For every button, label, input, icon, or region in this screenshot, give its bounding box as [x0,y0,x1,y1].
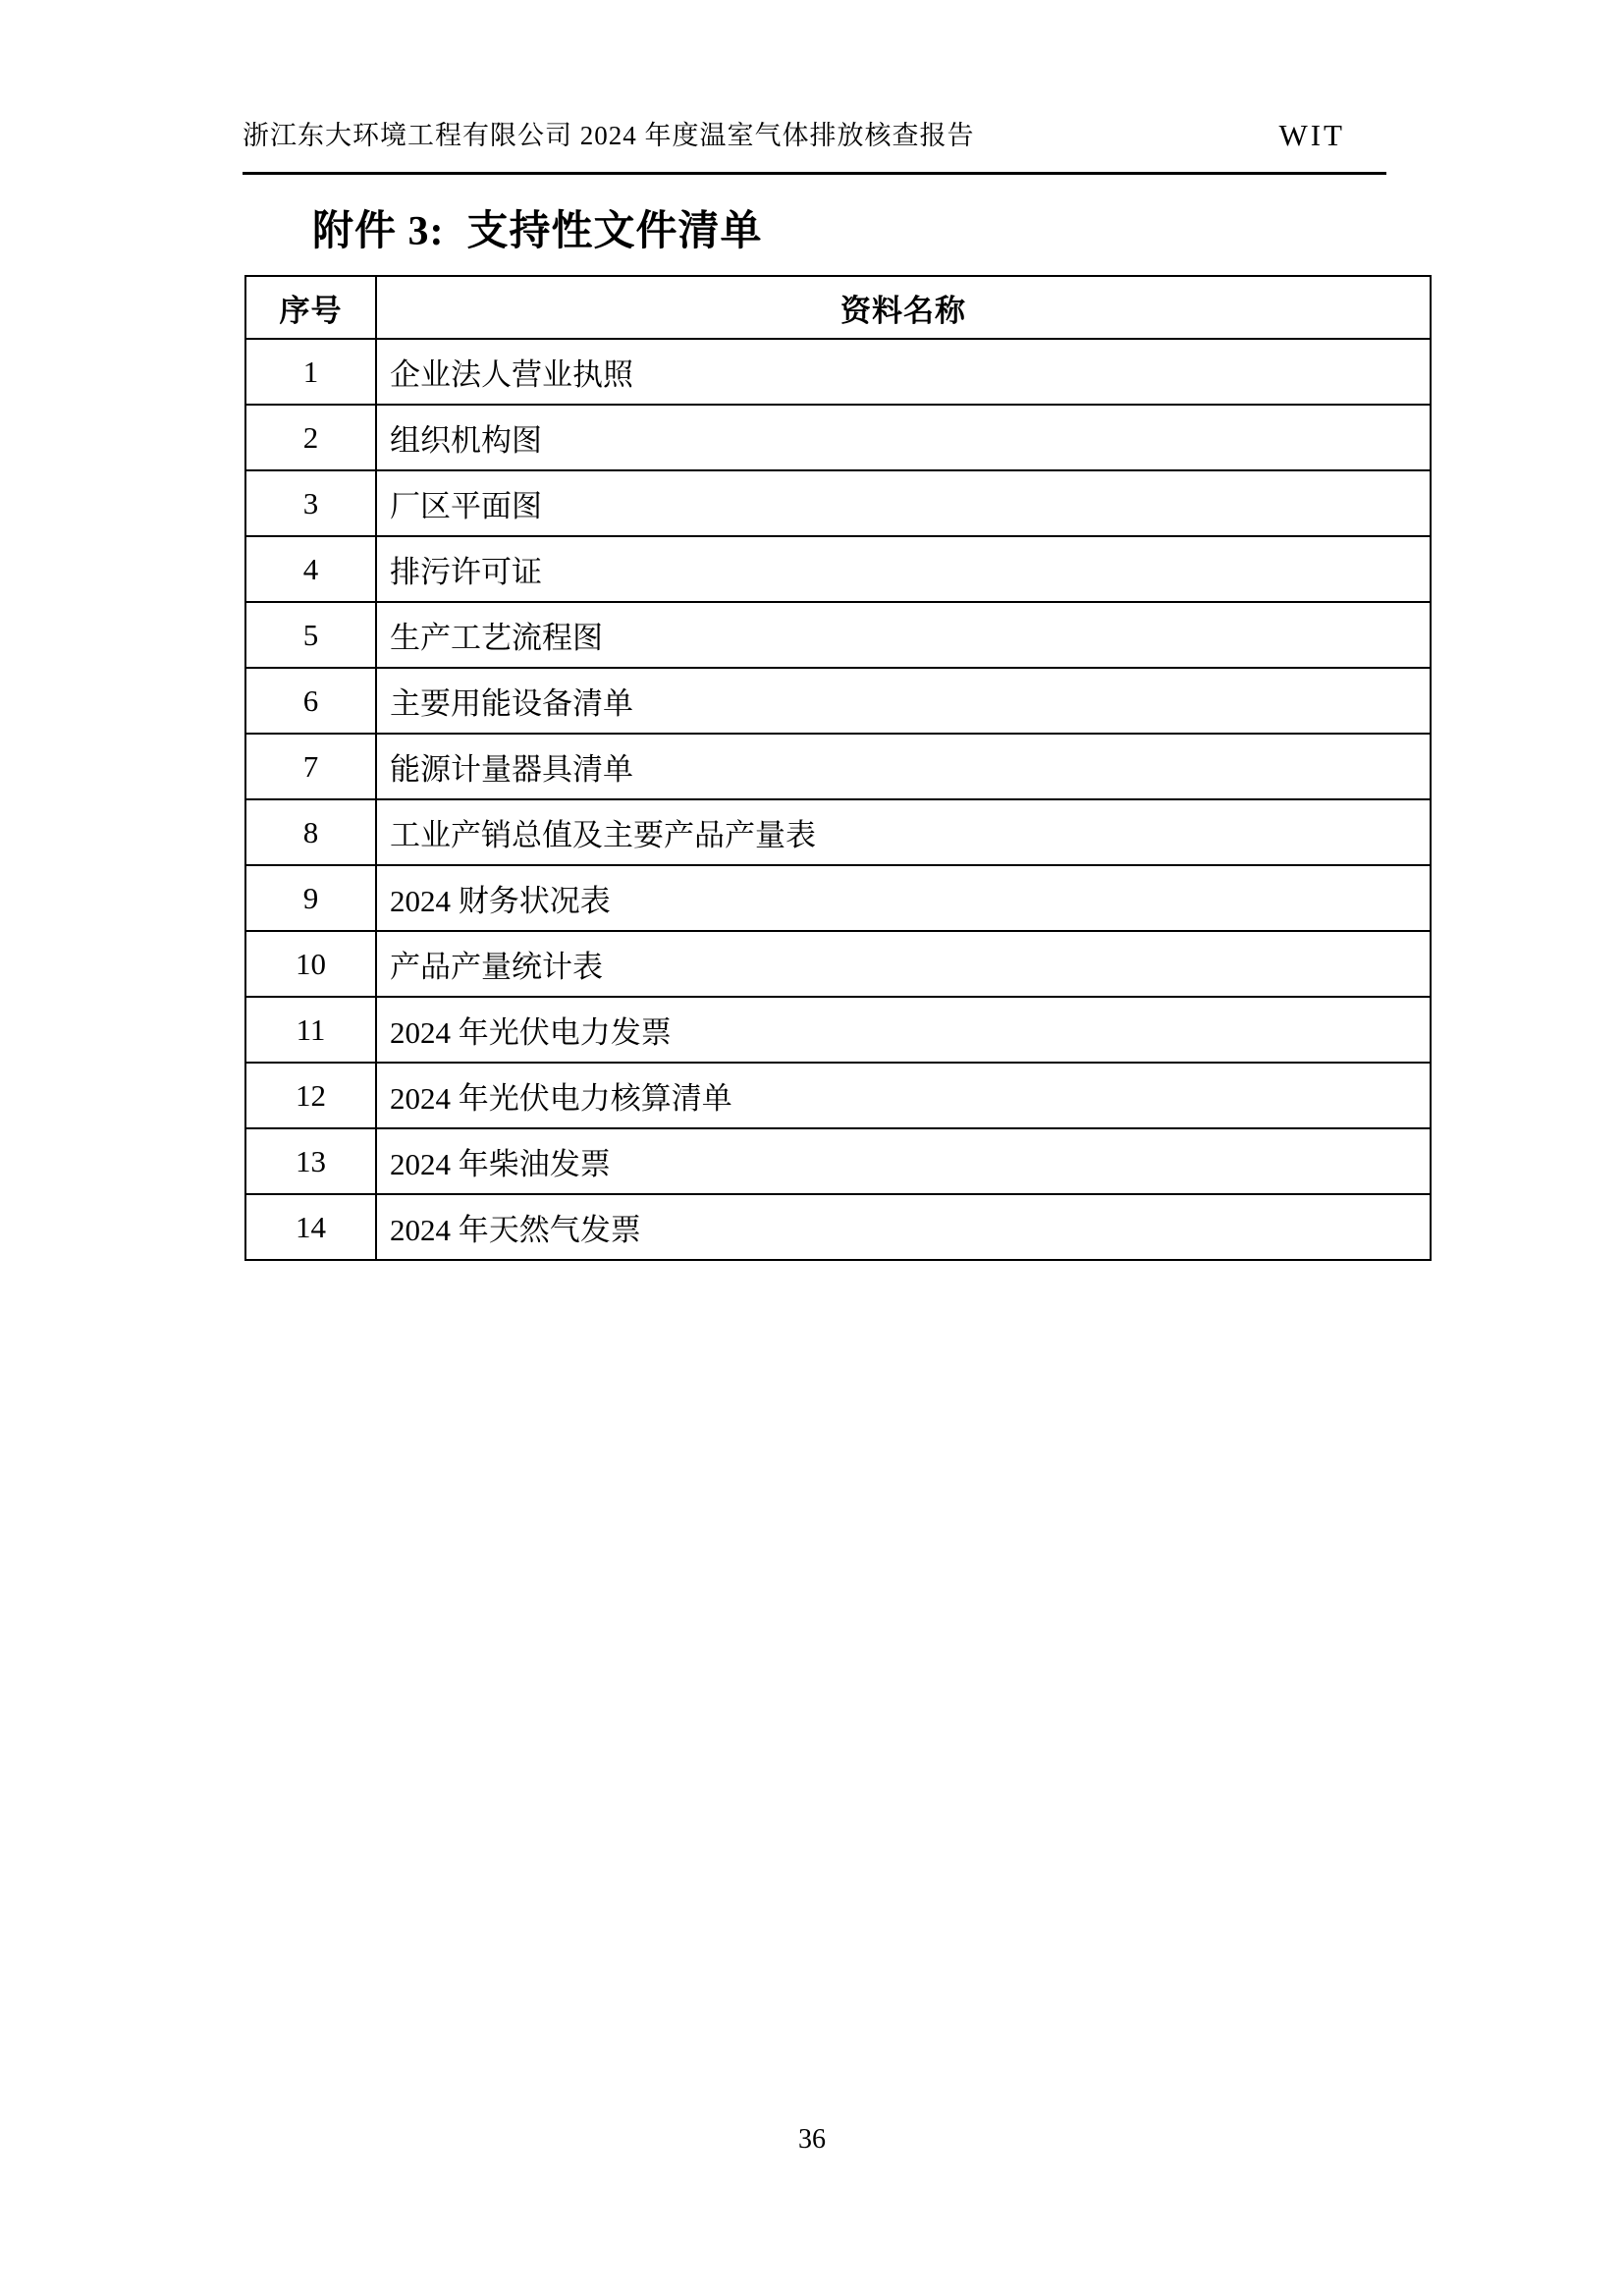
row-name-cell: 工业产销总值及主要产品产量表 [376,799,1431,865]
row-name-cell: 2024 财务状况表 [376,865,1431,931]
row-number-cell: 3 [245,470,376,536]
table-row [245,799,1431,865]
table-row [245,1063,1431,1128]
table-row [245,997,1431,1063]
page-header [243,119,1386,175]
header-report-title: 浙江东大环境工程有限公司 2024 年度温室气体排放核查报告 [243,121,975,150]
row-name-cell: 组织机构图 [376,405,1431,470]
table-header-row [245,276,1431,339]
attachment-title: 附件 3: 支持性文件清单 [312,209,763,254]
row-number-cell: 1 [245,339,376,405]
table-row [245,668,1431,734]
row-name-cell: 生产工艺流程图 [376,602,1431,668]
row-name-cell: 2024 年光伏电力核算清单 [376,1063,1431,1128]
row-number-cell: 10 [245,931,376,997]
header-org-mark: WIT [1278,118,1345,152]
table-row [245,734,1431,799]
row-name-cell: 企业法人营业执照 [376,339,1431,405]
table-row [245,536,1431,602]
row-name-cell: 2024 年光伏电力发票 [376,997,1431,1063]
row-number-cell: 5 [245,602,376,668]
row-name-cell: 产品产量统计表 [376,931,1431,997]
page-number: 36 [798,2124,826,2155]
table-row [245,405,1431,470]
page-footer [0,2124,1624,2156]
column-header-document-name: 资料名称 [376,276,1431,339]
row-number-cell: 12 [245,1063,376,1128]
row-number-cell: 13 [245,1128,376,1194]
supporting-documents-table [244,275,1432,1261]
row-number-cell: 14 [245,1194,376,1260]
row-name-cell: 厂区平面图 [376,470,1431,536]
table-row [245,1128,1431,1194]
table-row [245,339,1431,405]
table-row [245,602,1431,668]
table-row [245,865,1431,931]
row-name-cell: 排污许可证 [376,536,1431,602]
row-number-cell: 7 [245,734,376,799]
row-name-cell: 2024 年天然气发票 [376,1194,1431,1260]
row-name-cell: 2024 年柴油发票 [376,1128,1431,1194]
row-number-cell: 6 [245,668,376,734]
column-header-serial-number: 序号 [245,276,376,339]
row-name-cell: 主要用能设备清单 [376,668,1431,734]
row-number-cell: 2 [245,405,376,470]
row-number-cell: 8 [245,799,376,865]
row-number-cell: 4 [245,536,376,602]
table-row [245,470,1431,536]
table-row [245,931,1431,997]
table-row [245,1194,1431,1260]
row-name-cell: 能源计量器具清单 [376,734,1431,799]
row-number-cell: 11 [245,997,376,1063]
row-number-cell: 9 [245,865,376,931]
